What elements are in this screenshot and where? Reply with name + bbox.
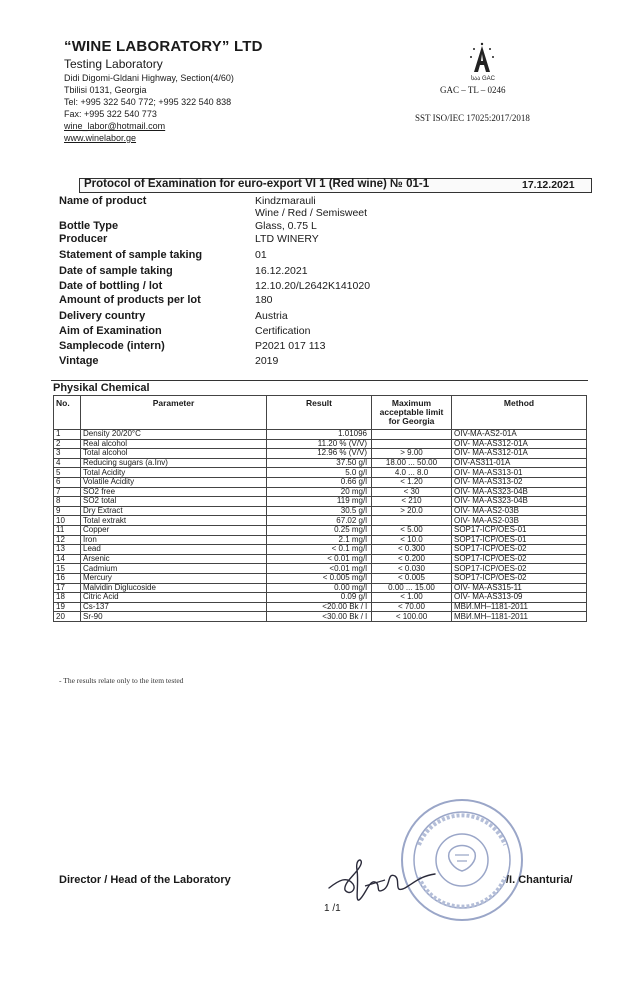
info-value: Glass, 0.75 L [255,220,317,232]
table-cell: 9 [54,506,81,516]
table-cell: 16 [54,573,81,583]
table-cell: SOP17-ICP/OES-01 [452,535,587,545]
table-cell: 1 [54,430,81,440]
table-row [54,602,587,612]
table-cell: OIV- MA-AS312-01A [452,439,587,449]
table-cell: < 0.005 mg/l [267,573,372,583]
table-header-row [54,396,587,430]
table-cell: Cs-137 [81,602,267,612]
table-cell: OIV- MA-AS313-09 [452,593,587,603]
info-label: Name of product [59,195,147,207]
table-cell: Volatile Acidity [81,477,267,487]
table-cell: 4 [54,458,81,468]
table-cell: МВИ.МН–1181-2011 [452,612,587,622]
signature-icon [325,850,445,910]
table-cell: 15 [54,564,81,574]
table-cell: < 210 [372,497,452,507]
table-cell: 4.0 ... 8.0 [372,468,452,478]
table-cell: 0.25 mg/l [267,525,372,535]
info-value: Kindzmarauli [255,195,316,207]
column-header: Maximum acceptable limit for Georgia [372,396,452,430]
table-row [54,516,587,526]
address-line: Tbilisi 0131, Georgia [64,85,147,95]
table-cell: 11.20 % (V/V) [267,439,372,449]
table-cell: 37.50 g/l [267,458,372,468]
info-label: Samplecode (intern) [59,340,165,352]
table-cell: <20.00 Bk / l [267,602,372,612]
table-cell: 20 [54,612,81,622]
table-row [54,487,587,497]
table-cell: 19 [54,602,81,612]
table-cell: OIV- MA-AS313-02 [452,477,587,487]
table-row [54,449,587,459]
table-cell: 17 [54,583,81,593]
info-label: Amount of products per lot [59,294,201,306]
info-value: Austria [255,310,288,322]
table-cell: < 0.030 [372,564,452,574]
column-header: Result [267,396,372,430]
table-cell: 18.00 ... 50.00 [372,458,452,468]
info-label: Vintage [59,355,99,367]
table-cell: < 10.0 [372,535,452,545]
table-row [54,497,587,507]
table-row [54,477,587,487]
info-label: Date of sample taking [59,265,173,277]
fax-line: Fax: +995 322 540 773 [64,109,157,119]
table-cell: OIV-AS311-01A [452,458,587,468]
info-label: Statement of sample taking [59,249,203,261]
table-cell: < 0.300 [372,545,452,555]
table-cell: SOP17-ICP/OES-02 [452,554,587,564]
logo-caption: საა GAC [471,76,495,82]
table-cell: Dry Extract [81,506,267,516]
table-cell: 18 [54,593,81,603]
table-cell: 11 [54,525,81,535]
table-cell: Lead [81,545,267,555]
table-cell: SOP17-ICP/OES-02 [452,545,587,555]
table-cell: Citric Acid [81,593,267,603]
table-cell: Cadmium [81,564,267,574]
table-cell: Copper [81,525,267,535]
accreditation-code: GAC – TL – 0246 [440,85,506,95]
info-value: 180 [255,294,273,306]
table-cell: Iron [81,535,267,545]
lab-name: “WINE LABORATORY” LTD [64,38,263,55]
table-cell: Arsenic [81,554,267,564]
accreditation-standard: SST ISO/IEC 17025:2017/2018 [415,113,530,123]
table-cell: 30.5 g/l [267,506,372,516]
table-cell: < 1.00 [372,593,452,603]
table-cell: 0.09 g/l [267,593,372,603]
protocol-date: 17.12.2021 [522,179,575,191]
section-divider [51,380,588,381]
table-cell: < 0.01 mg/l [267,554,372,564]
table-cell: 5 [54,468,81,478]
info-value: Wine / Red / Semisweet [255,207,368,219]
table-cell: МВИ.МН–1181-2011 [452,602,587,612]
table-cell [372,516,452,526]
table-cell: OIV- MA-AS2-03B [452,506,587,516]
table-cell: 1.01096 [267,430,372,440]
table-cell: 6 [54,477,81,487]
address-line: Didi Digomi-Gldani Highway, Section(4/60) [64,73,234,83]
table-cell: < 5.00 [372,525,452,535]
table-cell: 2.1 mg/l [267,535,372,545]
table-cell: SO2 total [81,497,267,507]
info-value: P2021 017 113 [255,340,326,352]
director-name: /I. Chanturia/ [506,874,573,886]
table-cell: OIV- MA-AS315-11 [452,583,587,593]
table-cell: < 1.20 [372,477,452,487]
table-row [54,535,587,545]
table-cell: < 70.00 [372,602,452,612]
table-row [54,554,587,564]
info-label: Producer [59,233,108,245]
table-cell: 12 [54,535,81,545]
info-value: 01 [255,249,267,261]
table-cell: SOP17-ICP/OES-01 [452,525,587,535]
column-header: No. [54,396,81,430]
table-cell: < 0.1 mg/l [267,545,372,555]
info-label: Delivery country [59,310,146,322]
table-row [54,439,587,449]
table-cell: < 0.005 [372,573,452,583]
table-row [54,506,587,516]
info-value: 16.12.2021 [255,265,308,277]
table-cell: Mercury [81,573,267,583]
table-cell: SOP17-ICP/OES-02 [452,564,587,574]
table-cell: Total alcohol [81,449,267,459]
table-cell: Real alcohol [81,439,267,449]
column-header: Method [452,396,587,430]
table-cell: Malvidin Diglucoside [81,583,267,593]
table-cell: Total Acidity [81,468,267,478]
table-cell: 0.66 g/l [267,477,372,487]
table-cell: 119 mg/l [267,497,372,507]
director-label: Director / Head of the Laboratory [59,874,231,886]
results-note: - The results relate only to the item tested [59,676,184,685]
email-link[interactable]: wine_labor@hotmail.com [64,121,166,131]
table-cell: 5.0 g/l [267,468,372,478]
table-cell: OIV- MA-AS323-04B [452,497,587,507]
column-header: Parameter [81,396,267,430]
accreditation-logo-icon [468,40,496,74]
table-cell: Density 20/20°C [81,430,267,440]
table-cell [372,439,452,449]
info-value: 12.10.20/L2642K141020 [255,280,371,292]
table-cell: Total extrakt [81,516,267,526]
table-cell: 0.00 mg/l [267,583,372,593]
info-label: Bottle Type [59,220,119,232]
table-cell: 20 mg/l [267,487,372,497]
table-row [54,545,587,555]
table-cell: OIV- MA-AS323-04B [452,487,587,497]
table-cell: 10 [54,516,81,526]
table-cell: Reducing sugars (a.Inv) [81,458,267,468]
page-number: 1 /1 [324,903,341,914]
info-value: 2019 [255,355,279,367]
table-cell: Sr-90 [81,612,267,622]
table-cell: > 9.00 [372,449,452,459]
table-row [54,612,587,622]
table-cell: 12.96 % (V/V) [267,449,372,459]
table-row [54,468,587,478]
info-label: Date of bottling / lot [59,280,163,292]
section-title: Physikal Chemical [53,382,150,394]
table-cell [372,430,452,440]
table-cell: < 0.200 [372,554,452,564]
table-cell: < 30 [372,487,452,497]
info-value: Certification [255,325,311,337]
table-cell: < 100.00 [372,612,452,622]
table-row [54,583,587,593]
table-cell: 67.02 g/l [267,516,372,526]
results-table [53,395,587,622]
table-cell: <30.00 Bk / l [267,612,372,622]
table-cell: > 20.0 [372,506,452,516]
table-cell: OIV- MA-AS312-01A [452,449,587,459]
table-row [54,573,587,583]
lab-subtitle: Testing Laboratory [64,57,163,71]
table-cell: OIV- MA-AS2-03B [452,516,587,526]
table-row [54,564,587,574]
table-cell: 14 [54,554,81,564]
info-label: Aim of Examination [59,325,162,337]
table-cell: 3 [54,449,81,459]
table-cell: SO2 free [81,487,267,497]
table-cell: OIV-MA-AS2-01A [452,430,587,440]
website-link[interactable]: www.winelabor.ge [64,133,137,143]
phone-line: Tel: +995 322 540 772; +995 322 540 838 [64,97,232,107]
table-cell: 0.00 ... 15.00 [372,583,452,593]
table-cell: 8 [54,497,81,507]
table-cell: 7 [54,487,81,497]
table-row [54,593,587,603]
table-row [54,458,587,468]
table-cell: <0.01 mg/l [267,564,372,574]
table-row [54,525,587,535]
info-value: LTD WINERY [255,233,319,245]
protocol-title: Protocol of Examination for euro-export VI 1 (Red wine) № 01-1 [84,178,430,190]
table-cell: SOP17-ICP/OES-02 [452,573,587,583]
table-row [54,430,587,440]
table-cell: OIV- MA-AS313-01 [452,468,587,478]
table-cell: 13 [54,545,81,555]
table-cell: 2 [54,439,81,449]
